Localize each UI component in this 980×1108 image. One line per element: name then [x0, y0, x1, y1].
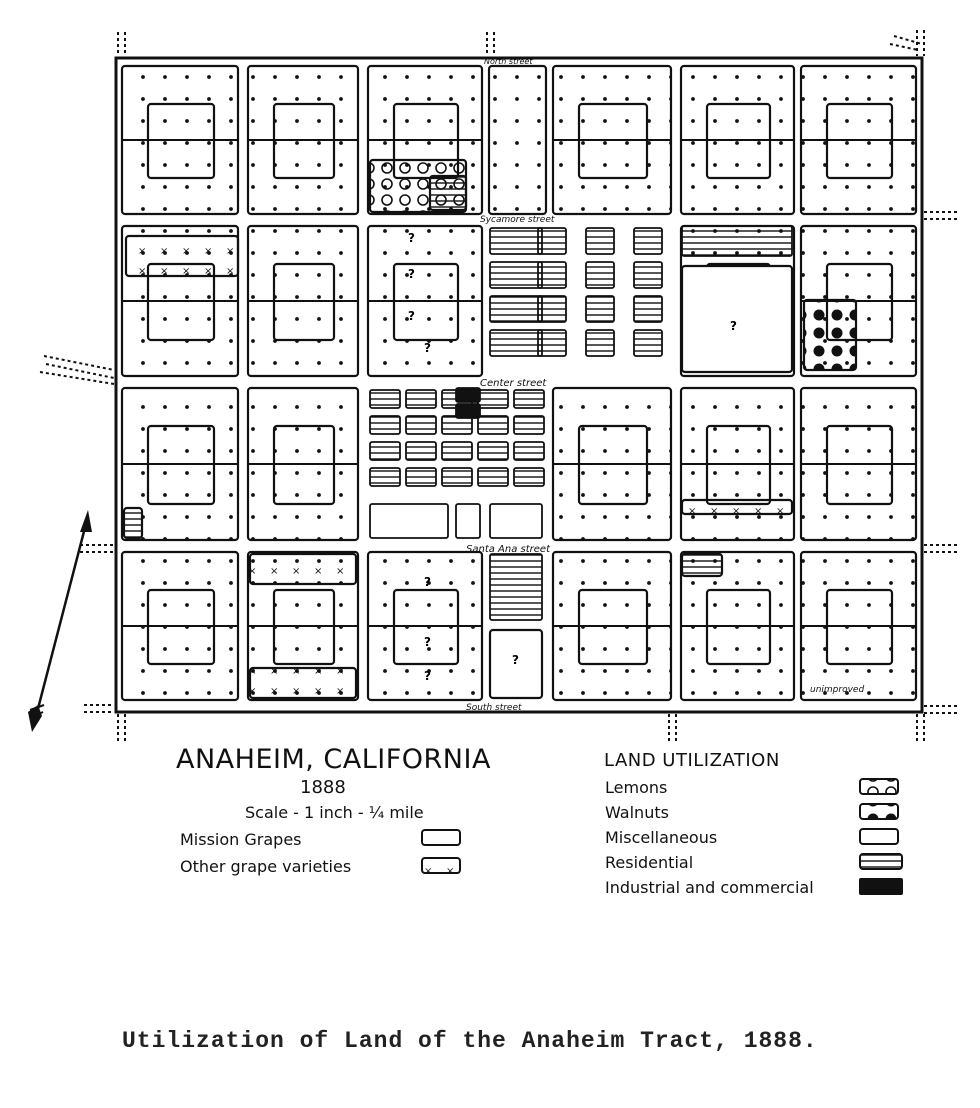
residential-lot: [456, 504, 480, 538]
residential-lot: [124, 508, 142, 538]
unknown-use-mark: ?: [730, 319, 737, 333]
residential-lot: [478, 468, 508, 486]
residential-lot: [370, 468, 400, 486]
residential-lot: [406, 468, 436, 486]
residential-lot: [586, 262, 614, 288]
map-title: ANAHEIM, CALIFORNIA: [176, 744, 491, 775]
residential-lot: [538, 262, 566, 288]
legend-other-grapes: Other grape varieties: [180, 857, 352, 876]
other-grapes-lot: [682, 500, 792, 514]
north-arrow: [28, 510, 92, 732]
unknown-use-mark: ?: [512, 653, 519, 667]
residential-lot: [442, 442, 472, 460]
industrial-swatch: [860, 879, 902, 894]
residential-lot: [370, 442, 400, 460]
residential-lot: [538, 296, 566, 322]
sycamore-street-label: Sycamore street: [480, 215, 555, 225]
industrial-lot: [456, 388, 480, 402]
santa-ana-street-label: Santa Ana street: [466, 544, 550, 555]
residential-lot: [490, 554, 542, 620]
residential-lot: [514, 390, 544, 408]
unknown-use-mark: ?: [424, 575, 431, 589]
residential-lot: [514, 468, 544, 486]
residential-lot: [490, 296, 542, 322]
residential-lot: [478, 416, 508, 434]
legend-industrial: Industrial and commercial: [605, 878, 814, 897]
map-year: 1888: [300, 777, 346, 798]
residential-lot: [634, 296, 662, 322]
residential-lot: [478, 390, 508, 408]
miscellaneous-swatch: [860, 829, 898, 844]
residential-lot: [514, 416, 544, 434]
lemons-swatch: [860, 779, 898, 794]
unknown-use-mark: ?: [424, 669, 431, 683]
residential-lot: [490, 330, 542, 356]
legend-lemons: Lemons: [605, 778, 668, 797]
residential-lot: [370, 390, 400, 408]
other-grapes-lot: [250, 554, 356, 584]
residential-lot: [634, 330, 662, 356]
industrial-lot: [456, 404, 480, 418]
unknown-use-mark: ?: [424, 341, 431, 355]
residential-lot: [370, 504, 448, 538]
legend-walnuts: Walnuts: [605, 803, 669, 822]
legend-residential: Residential: [605, 853, 694, 872]
legend-miscellaneous: Miscellaneous: [605, 828, 718, 847]
other-grapes-lot: [250, 668, 356, 698]
unimproved-label: unimproved: [810, 685, 865, 695]
unknown-use-mark: ?: [424, 635, 431, 649]
figure-caption: Utilization of Land of the Anaheim Tract, 1888.: [122, 1028, 818, 1054]
walnut-grove: [804, 300, 856, 370]
south-street-label: South street: [466, 703, 522, 713]
residential-lot: [538, 228, 566, 254]
residential-lot: [586, 330, 614, 356]
residential-lot: [490, 504, 542, 538]
residential-lot: [406, 416, 436, 434]
legend-mission-grapes: Mission Grapes: [180, 830, 302, 849]
residential-lot: [442, 468, 472, 486]
residential-lot: [370, 416, 400, 434]
residential-lot: [682, 554, 722, 576]
north-street-label: North street: [484, 57, 533, 66]
miscellaneous-lot: [682, 266, 792, 372]
other-grapes-lot: [126, 236, 238, 276]
residential-lot: [430, 176, 466, 210]
residential-lot: [514, 442, 544, 460]
walnuts-swatch: [860, 804, 898, 819]
residential-lot: [586, 228, 614, 254]
residential-lot: [490, 262, 542, 288]
unknown-use-mark: ?: [408, 267, 415, 281]
residential-swatch: [860, 854, 902, 869]
map-scale: Scale - 1 inch - ¼ mile: [245, 803, 424, 822]
residential-lot: [478, 442, 508, 460]
residential-lot: [406, 390, 436, 408]
residential-lot: [490, 228, 542, 254]
residential-lot: [538, 330, 566, 356]
residential-lot: [586, 296, 614, 322]
residential-lot: [406, 442, 436, 460]
residential-lot: [634, 262, 662, 288]
center-street-label: Center street: [480, 378, 547, 389]
unknown-use-mark: ?: [408, 309, 415, 323]
unknown-use-mark: ?: [408, 231, 415, 245]
residential-lot: [634, 228, 662, 254]
residential-lot: [682, 226, 792, 256]
land-utilization-title: LAND UTILIZATION: [604, 750, 780, 771]
other-grapes-swatch: [422, 858, 460, 873]
mission-grapes-swatch: [422, 830, 460, 845]
city-block: [489, 66, 546, 214]
